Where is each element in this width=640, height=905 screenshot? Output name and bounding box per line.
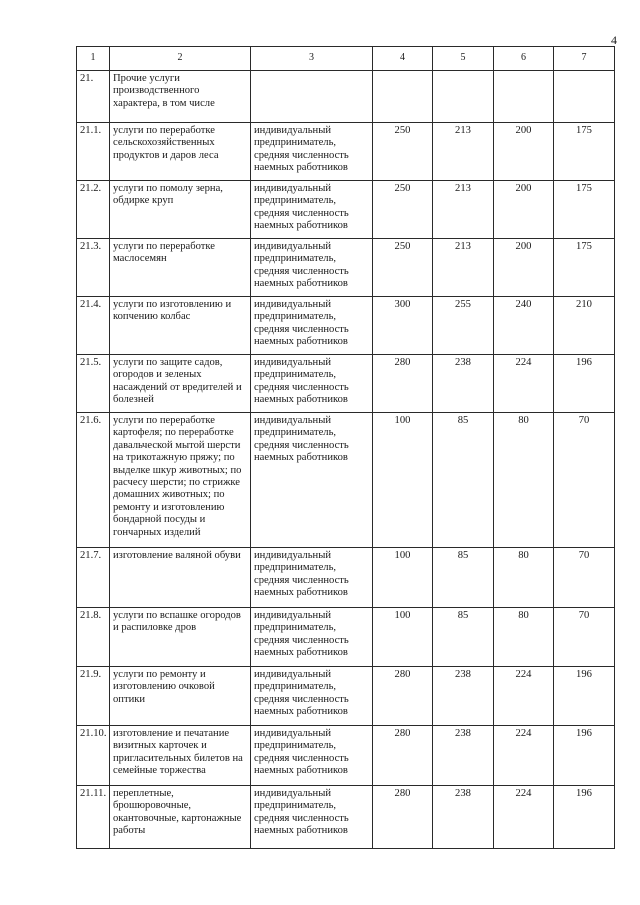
service-name: услуги по защите садов, огородов и зеленых насаждений от вредителей и болезней — [110, 355, 251, 413]
service-name: услуги по переработке сельскохозяйственных продуктов и даров леса — [110, 123, 251, 181]
table-row — [77, 667, 615, 726]
value-col7: 196 — [554, 355, 615, 413]
value-col4: 100 — [373, 608, 433, 667]
row-code: 21.4. — [77, 297, 110, 355]
value-col5: 238 — [433, 726, 494, 786]
value-col4: 300 — [373, 297, 433, 355]
basis-indicator: индивидуальный предприниматель, средняя численность наемных работников — [251, 726, 373, 786]
value-col5: 213 — [433, 123, 494, 181]
page-number: 4 — [611, 33, 617, 47]
table-row — [77, 608, 615, 667]
table-row — [77, 181, 615, 239]
table-row — [77, 297, 615, 355]
value-col5: 213 — [433, 181, 494, 239]
basis-indicator: индивидуальный предприниматель, средняя численность наемных работников — [251, 355, 373, 413]
value-col6: 80 — [494, 548, 554, 608]
row-code: 21.3. — [77, 239, 110, 297]
value-col6: 224 — [494, 786, 554, 849]
column-header: 4 — [373, 47, 433, 71]
column-header: 6 — [494, 47, 554, 71]
value-col6: 80 — [494, 413, 554, 548]
value-col6: 224 — [494, 355, 554, 413]
table-row — [77, 413, 615, 548]
row-code: 21.6. — [77, 413, 110, 548]
service-name: услуги по изготовлению и копчению колбас — [110, 297, 251, 355]
row-code: 21.11. — [77, 786, 110, 849]
value-col5: 85 — [433, 548, 494, 608]
value-col4: 280 — [373, 786, 433, 849]
basis-indicator: индивидуальный предприниматель, средняя численность наемных работников — [251, 608, 373, 667]
value-col4: 280 — [373, 667, 433, 726]
service-name: изготовление и печатание визитных карточек и пригласительных билетов на семейные торжества — [110, 726, 251, 786]
column-header: 7 — [554, 47, 615, 71]
value-col5: 255 — [433, 297, 494, 355]
value-col6: 200 — [494, 181, 554, 239]
table-row — [77, 786, 615, 849]
value-col7: 196 — [554, 786, 615, 849]
value-col4 — [373, 71, 433, 123]
column-header: 3 — [251, 47, 373, 71]
basis-indicator: индивидуальный предприниматель, средняя численность наемных работников — [251, 786, 373, 849]
row-code: 21.8. — [77, 608, 110, 667]
value-col7: 175 — [554, 239, 615, 297]
service-name: услуги по переработке маслосемян — [110, 239, 251, 297]
value-col5: 85 — [433, 413, 494, 548]
value-col7 — [554, 71, 615, 123]
column-header: 1 — [77, 47, 110, 71]
row-code: 21.2. — [77, 181, 110, 239]
value-col7: 70 — [554, 413, 615, 548]
value-col6: 224 — [494, 667, 554, 726]
header-row — [77, 47, 615, 71]
table-row — [77, 355, 615, 413]
row-code: 21.9. — [77, 667, 110, 726]
basis-indicator: индивидуальный предприниматель, средняя численность наемных работников — [251, 413, 373, 548]
basis-indicator: индивидуальный предприниматель, средняя численность наемных работников — [251, 667, 373, 726]
column-header: 5 — [433, 47, 494, 71]
value-col4: 250 — [373, 239, 433, 297]
basis-indicator: индивидуальный предприниматель, средняя численность наемных работников — [251, 239, 373, 297]
value-col4: 280 — [373, 355, 433, 413]
value-col6: 240 — [494, 297, 554, 355]
column-header: 2 — [110, 47, 251, 71]
basis-indicator: индивидуальный предприниматель, средняя численность наемных работников — [251, 548, 373, 608]
value-col4: 250 — [373, 181, 433, 239]
value-col4: 250 — [373, 123, 433, 181]
service-name: услуги по вспашке огородов и распиловке дров — [110, 608, 251, 667]
value-col5 — [433, 71, 494, 123]
row-code: 21.5. — [77, 355, 110, 413]
tariff-table — [76, 46, 615, 849]
service-name: услуги по переработке картофеля; по переработке давальческой мытой шерсти на трикотажную пряжу; по выделке шкур животных; по расчесу шерсти; по стрижке домашних животных; по ремонту и изготовлению бондарной посуды и гончарных изделий — [110, 413, 251, 548]
value-col4: 100 — [373, 548, 433, 608]
value-col7: 175 — [554, 123, 615, 181]
row-code: 21.1. — [77, 123, 110, 181]
service-name: переплетные, брошюровочные, окантовочные, картонажные работы — [110, 786, 251, 849]
value-col5: 238 — [433, 786, 494, 849]
value-col5: 238 — [433, 355, 494, 413]
value-col6 — [494, 71, 554, 123]
row-code: 21.10. — [77, 726, 110, 786]
value-col6: 224 — [494, 726, 554, 786]
table-row — [77, 726, 615, 786]
value-col5: 85 — [433, 608, 494, 667]
table-row — [77, 71, 615, 123]
value-col6: 200 — [494, 123, 554, 181]
basis-indicator — [251, 71, 373, 123]
value-col7: 175 — [554, 181, 615, 239]
service-name: услуги по помолу зерна, обдирке круп — [110, 181, 251, 239]
row-code: 21. — [77, 71, 110, 123]
value-col4: 100 — [373, 413, 433, 548]
table-row — [77, 239, 615, 297]
value-col5: 213 — [433, 239, 494, 297]
value-col7: 210 — [554, 297, 615, 355]
value-col4: 280 — [373, 726, 433, 786]
value-col6: 80 — [494, 608, 554, 667]
basis-indicator: индивидуальный предприниматель, средняя численность наемных работников — [251, 181, 373, 239]
row-code: 21.7. — [77, 548, 110, 608]
basis-indicator: индивидуальный предприниматель, средняя численность наемных работников — [251, 297, 373, 355]
value-col7: 70 — [554, 608, 615, 667]
service-name: услуги по ремонту и изготовлению очковой оптики — [110, 667, 251, 726]
value-col7: 196 — [554, 726, 615, 786]
service-name: изготовление валяной обуви — [110, 548, 251, 608]
basis-indicator: индивидуальный предприниматель, средняя численность наемных работников — [251, 123, 373, 181]
value-col7: 196 — [554, 667, 615, 726]
value-col5: 238 — [433, 667, 494, 726]
table-row — [77, 123, 615, 181]
value-col7: 70 — [554, 548, 615, 608]
table-row — [77, 548, 615, 608]
value-col6: 200 — [494, 239, 554, 297]
service-name: Прочие услуги производственного характера, в том числе — [110, 71, 251, 123]
